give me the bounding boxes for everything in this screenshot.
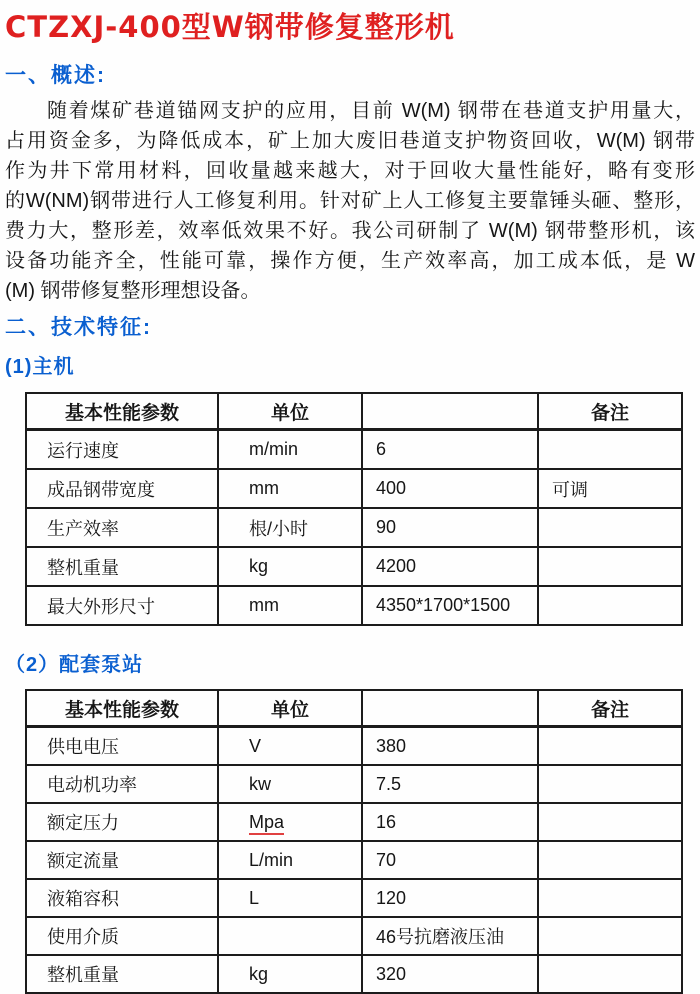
remark-cell — [538, 955, 682, 993]
param-name-cell: 整机重量 — [26, 955, 218, 993]
table-row — [26, 727, 682, 766]
remark-cell — [538, 765, 682, 803]
unit-cell: mm — [218, 469, 362, 508]
table-row — [26, 879, 682, 917]
column-header: 单位 — [218, 690, 362, 727]
remark-cell — [538, 430, 682, 470]
overview-paragraph — [5, 96, 695, 306]
paragraph-line: 作为井下常用材料，回收量越来越大，对于回收大量性能好，略有变形 — [5, 160, 695, 182]
table-row — [26, 586, 682, 625]
value-cell: 46号抗磨液压油 — [362, 917, 538, 955]
pump-subsection-heading: （2）配套泵站 — [5, 654, 144, 676]
column-header: 单位 — [218, 393, 362, 430]
value-cell: 4200 — [362, 547, 538, 586]
paragraph-line: 设备功能齐全，性能可靠，操作方便，生产效率高，加工成本低，是 W — [5, 250, 695, 272]
table-row — [26, 765, 682, 803]
specs-section-heading: 二、技术特征: — [5, 316, 152, 339]
table-row — [26, 430, 682, 470]
pump-spec-table-body — [26, 690, 682, 993]
param-name-cell: 额定流量 — [26, 841, 218, 879]
unit-cell — [218, 917, 362, 955]
value-cell: 120 — [362, 879, 538, 917]
param-name-cell: 电动机功率 — [26, 765, 218, 803]
value-cell: 4350*1700*1500 — [362, 586, 538, 625]
value-cell: 6 — [362, 430, 538, 470]
table-row — [26, 955, 682, 993]
paragraph-line: 占用资金多，为降低成本，矿上加大废旧巷道支护物资回收，W(M) 钢带 — [5, 130, 695, 152]
table-row — [26, 469, 682, 508]
unit-cell: mm — [218, 586, 362, 625]
param-name-cell: 供电电压 — [26, 727, 218, 766]
unit-cell: V — [218, 727, 362, 766]
param-name-cell: 最大外形尺寸 — [26, 586, 218, 625]
unit-cell — [218, 803, 362, 841]
remark-cell — [538, 803, 682, 841]
host-spec-table-body — [26, 393, 682, 625]
param-name-cell: 整机重量 — [26, 547, 218, 586]
paragraph-line: (M) 钢带修复整形理想设备。 — [5, 280, 261, 302]
unit-cell: kg — [218, 547, 362, 586]
value-cell: 400 — [362, 469, 538, 508]
value-cell: 7.5 — [362, 765, 538, 803]
value-cell: 320 — [362, 955, 538, 993]
param-name-cell: 生产效率 — [26, 508, 218, 547]
remark-cell — [538, 727, 682, 766]
column-header — [362, 690, 538, 727]
param-name-cell: 使用介质 — [26, 917, 218, 955]
overview-section-heading: 一、概述: — [5, 64, 106, 87]
paragraph-line: 的W(NM)钢带进行人工修复利用。针对矿上人工修复主要靠锤头砸、整形， — [5, 190, 695, 212]
column-header: 基本性能参数 — [26, 393, 218, 430]
table-row — [26, 803, 682, 841]
pump-spec-table — [25, 689, 683, 994]
table-row — [26, 547, 682, 586]
remark-cell: 可调 — [538, 469, 682, 508]
column-header — [362, 393, 538, 430]
host-subsection-heading: (1)主机 — [5, 356, 75, 378]
table-header-row — [26, 690, 682, 727]
table-row — [26, 841, 682, 879]
value-cell: 380 — [362, 727, 538, 766]
remark-cell — [538, 508, 682, 547]
unit-cell: 根/小时 — [218, 508, 362, 547]
page-title: CTZXJ-400型W钢带修复整形机 — [5, 10, 455, 44]
value-cell: 90 — [362, 508, 538, 547]
document-page — [0, 9, 700, 994]
spellcheck-underlined-text: Mpa — [249, 812, 284, 835]
param-name-cell: 运行速度 — [26, 430, 218, 470]
table-header-row — [26, 393, 682, 430]
paragraph-line: 费力大，整形差，效率低效果不好。我公司研制了 W(M) 钢带整形机，该 — [5, 220, 695, 242]
table-row — [26, 508, 682, 547]
value-cell: 70 — [362, 841, 538, 879]
unit-cell: L — [218, 879, 362, 917]
remark-cell — [538, 586, 682, 625]
remark-cell — [538, 879, 682, 917]
unit-cell: L/min — [218, 841, 362, 879]
column-header: 备注 — [538, 690, 682, 727]
param-name-cell: 液箱容积 — [26, 879, 218, 917]
host-spec-table — [25, 392, 683, 626]
value-cell: 16 — [362, 803, 538, 841]
paragraph-line: 随着煤矿巷道锚网支护的应用，目前 W(M) 钢带在巷道支护用量大， — [47, 100, 695, 122]
unit-cell: kg — [218, 955, 362, 993]
remark-cell — [538, 547, 682, 586]
unit-cell: m/min — [218, 430, 362, 470]
table-row — [26, 917, 682, 955]
remark-cell — [538, 841, 682, 879]
column-header: 备注 — [538, 393, 682, 430]
column-header: 基本性能参数 — [26, 690, 218, 727]
remark-cell — [538, 917, 682, 955]
unit-cell: kw — [218, 765, 362, 803]
param-name-cell: 额定压力 — [26, 803, 218, 841]
param-name-cell: 成品钢带宽度 — [26, 469, 218, 508]
